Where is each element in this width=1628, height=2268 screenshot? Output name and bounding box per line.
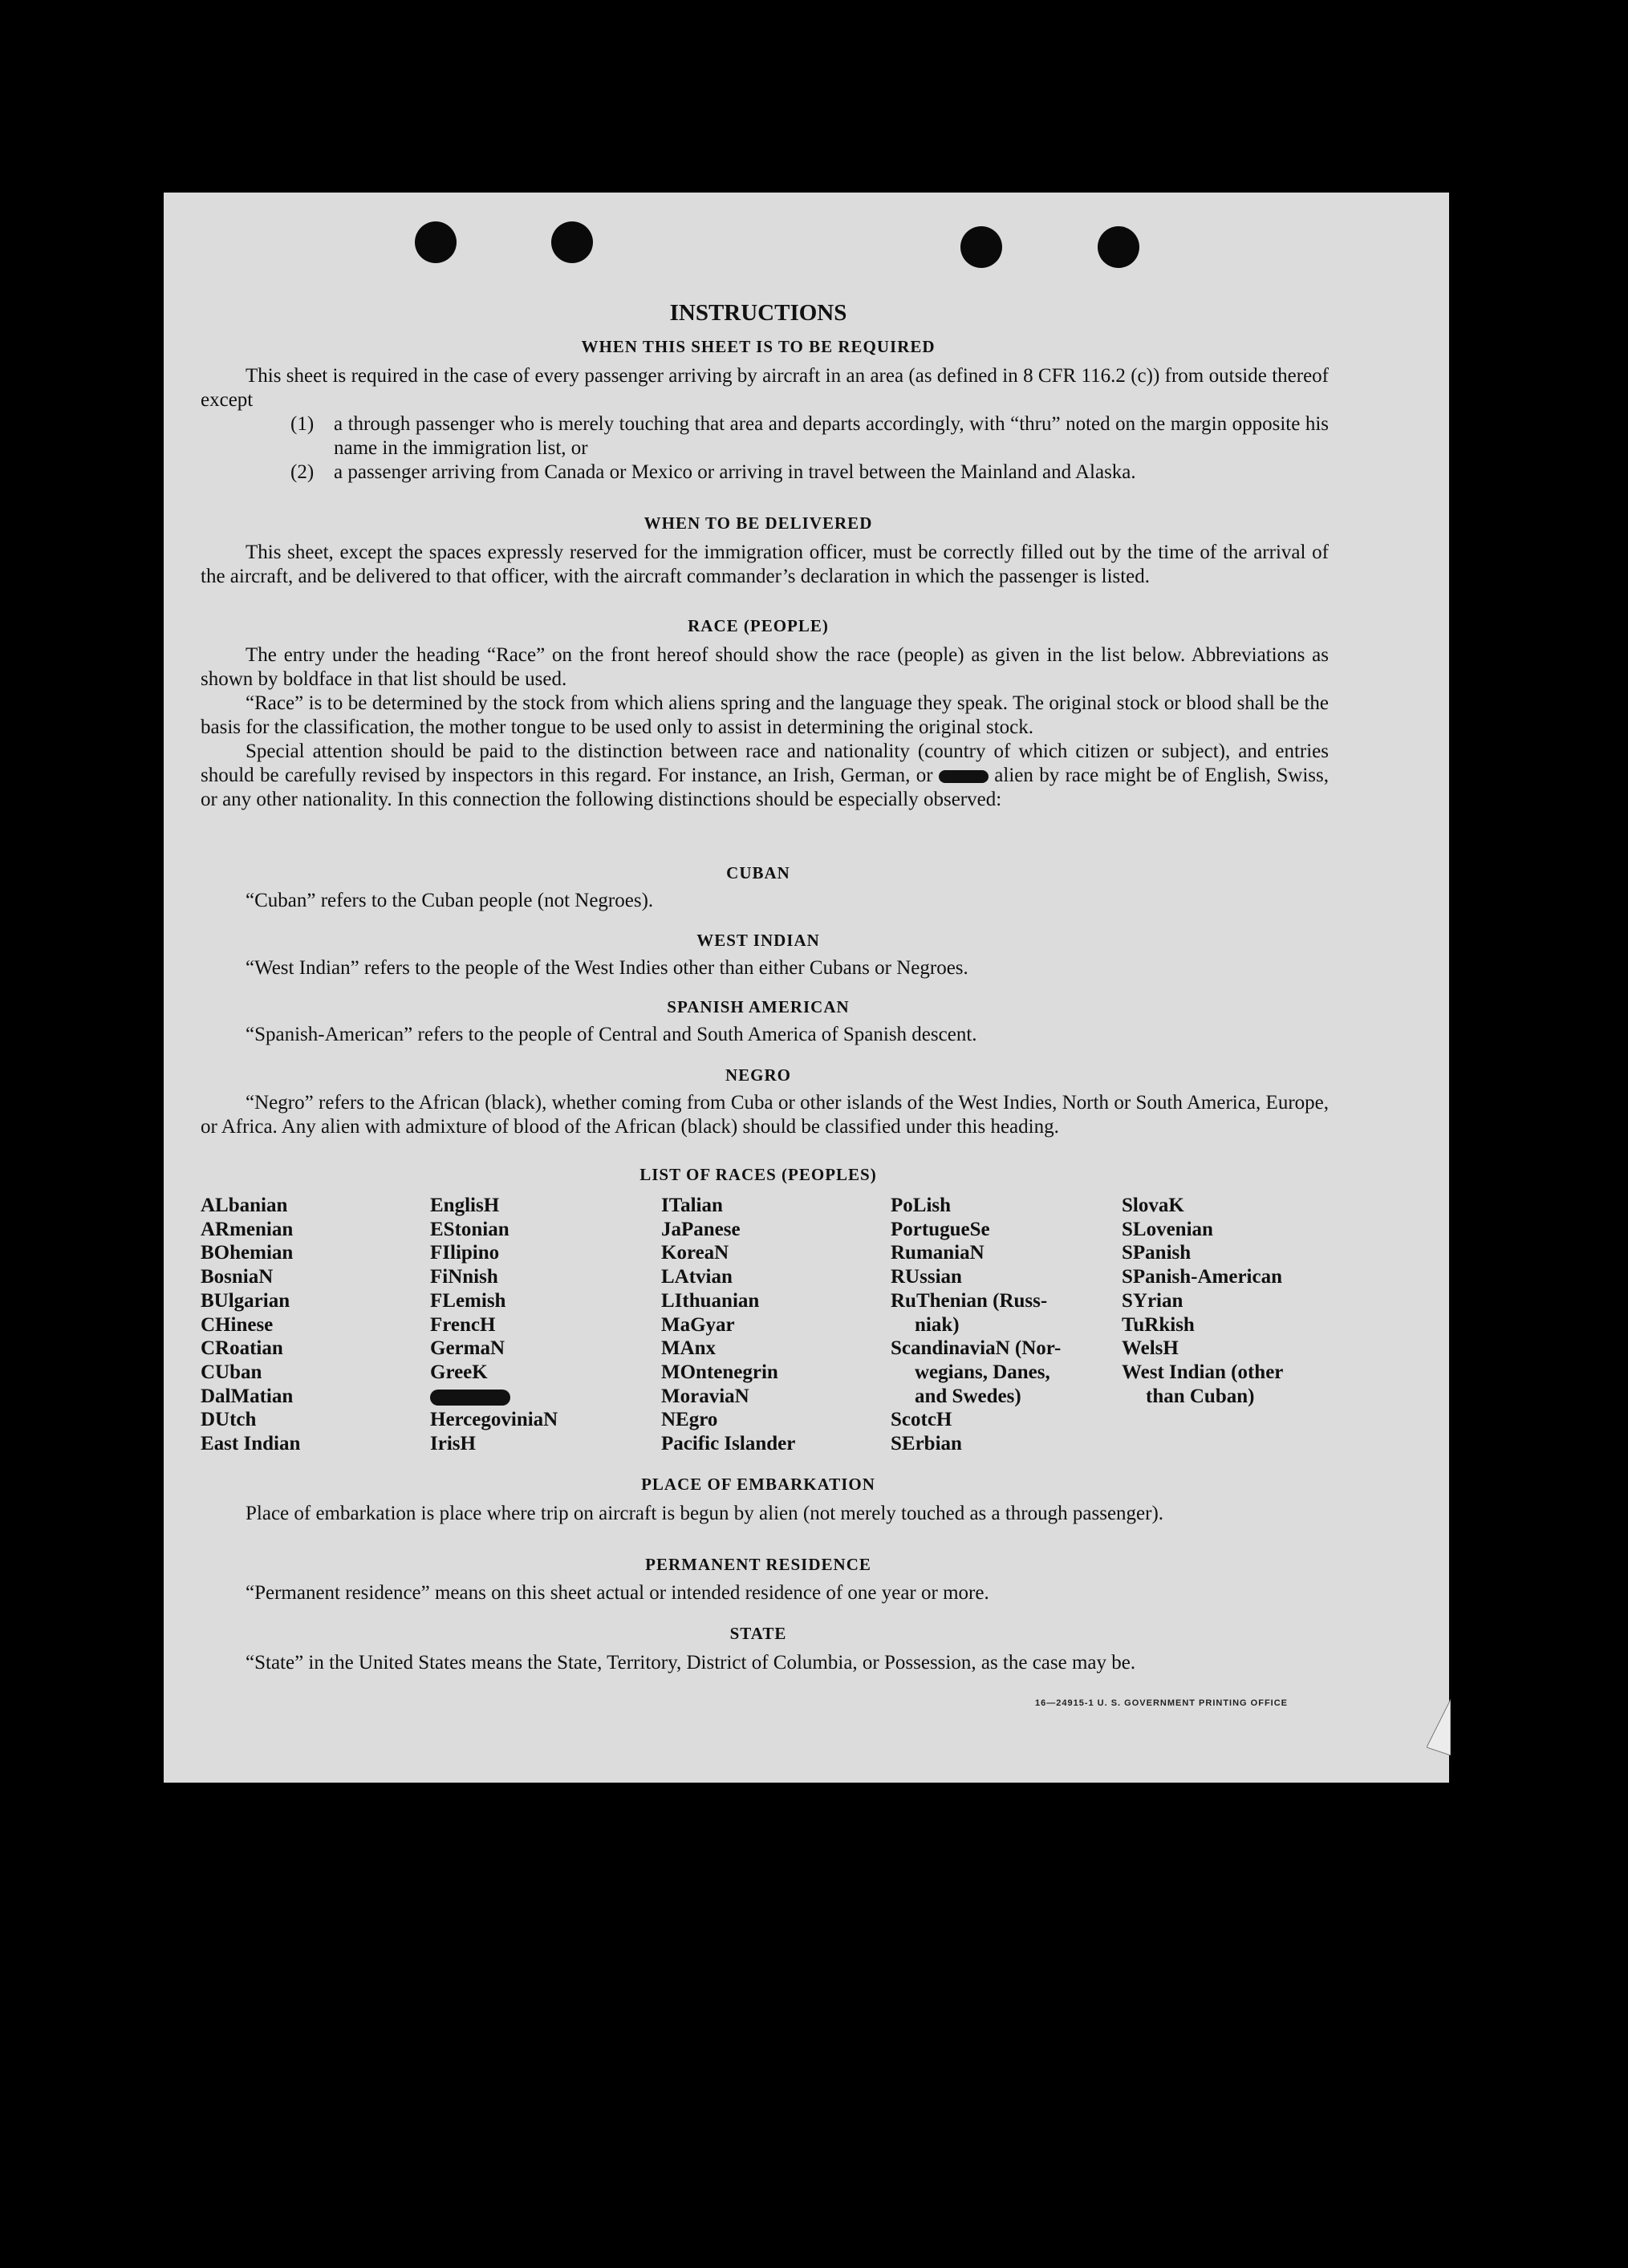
race-entry: GermaN	[430, 1337, 505, 1360]
heading-list-of-races: LIST OF RACES (PEOPLES)	[639, 1165, 877, 1184]
race-entry-continued: niak)	[915, 1313, 960, 1336]
race-entry: RUssian	[891, 1266, 962, 1288]
residence-text: “Permanent residence” means on this sheet actual or intended residence of one year or more.	[246, 1582, 989, 1604]
exception-item: (1) a through passenger who is merely touching that area and departs accordingly, with “thru” noted on the margin opposite his name in the immigration list, or	[290, 413, 1329, 459]
heading-negro: NEGRO	[725, 1065, 791, 1085]
race-entry: BOhemian	[201, 1242, 294, 1264]
race-entry: NEgro	[661, 1409, 718, 1431]
race-entry: HercegoviniaN	[430, 1409, 558, 1431]
redaction-mark	[939, 770, 989, 783]
punch-hole	[415, 221, 457, 263]
embarkation-text: Place of embarkation is place where trip on aircraft is begun by alien (not merely touched as a through passenger).	[246, 1503, 1164, 1524]
negro-text: “Negro” refers to the African (black), whether coming from Cuba or other islands of the West Indies, North or South America, Europe, or Africa. Any alien with admixture of blood of the African (black) should be classified under this heading.	[201, 1092, 1329, 1138]
west-indian-text: “West Indian” refers to the people of the West Indies other than either Cubans or Negroes.	[246, 957, 968, 979]
redaction-mark	[430, 1390, 510, 1406]
race-entry: West Indian (other	[1122, 1361, 1284, 1383]
race-entry: Pacific Islander	[661, 1433, 796, 1455]
race-entry: RuThenian (Russ-	[891, 1289, 1048, 1312]
race-entry: FiNnish	[430, 1266, 498, 1288]
race-entry: LAtvian	[661, 1266, 733, 1288]
race-entry-continued: than Cuban)	[1146, 1385, 1255, 1407]
heading-place-of-embarkation: PLACE OF EMBARKATION	[641, 1475, 875, 1494]
cuban-text: “Cuban” refers to the Cuban people (not Negroes).	[246, 890, 654, 911]
required-exceptions	[201, 412, 1329, 485]
race-entry: ScotcH	[891, 1409, 952, 1431]
race-entry: TuRkish	[1122, 1313, 1195, 1336]
race-entry: RumaniaN	[891, 1242, 985, 1264]
race-entry: LIthuanian	[661, 1289, 760, 1312]
race-entry-continued: and Swedes)	[915, 1385, 1021, 1407]
delivered-text: This sheet, except the spaces expressly reserved for the immigration officer, must be correctly filled out by the time of the arrival of the aircraft, and be delivered to that officer, with the aircraft commander’s declaration in which the passenger is listed.	[201, 542, 1329, 587]
race-entry: PortugueSe	[891, 1218, 990, 1240]
races-column	[201, 1194, 430, 1456]
page-title: INSTRUCTIONS	[669, 300, 847, 326]
race-entry: BUlgarian	[201, 1289, 290, 1312]
spanish-american-text: “Spanish-American” refers to the people of Central and South America of Spanish descent.	[246, 1024, 977, 1045]
punch-hole	[551, 221, 593, 263]
folded-corner	[1427, 1699, 1451, 1755]
races-column	[661, 1194, 891, 1456]
race-entry: MoraviaN	[661, 1385, 749, 1407]
race-entry: MaGyar	[661, 1313, 735, 1336]
punch-hole	[1098, 226, 1139, 268]
race-entry: SlovaK	[1122, 1195, 1184, 1216]
races-column	[891, 1194, 1122, 1456]
race-entry: GreeK	[430, 1361, 488, 1383]
race-entry: KoreaN	[661, 1242, 729, 1264]
heading-state: STATE	[729, 1624, 787, 1643]
races-column	[1122, 1194, 1340, 1456]
instruction-sheet	[164, 193, 1449, 1783]
race-entry: ALbanian	[201, 1195, 288, 1216]
heading-when-required: WHEN THIS SHEET IS TO BE REQUIRED	[581, 337, 936, 356]
race-entry: SPanish-American	[1122, 1266, 1282, 1288]
race-entry: DUtch	[201, 1409, 257, 1431]
races-list	[201, 1194, 1340, 1456]
heading-west-indian: WEST INDIAN	[696, 931, 820, 950]
race-entry: SYrian	[1122, 1289, 1183, 1312]
heading-when-delivered: WHEN TO BE DELIVERED	[643, 513, 873, 533]
race-entry: ITalian	[661, 1195, 723, 1216]
race-text: The entry under the heading “Race” on the front hereof should show the race (people) as given in the list below. Abbreviations as shown by boldface in that list should be used. “Race” is to be determined by the stock from which aliens spring and the language they speak. The original stock or blood shall be the basis for the classification, the mother tongue to be used only to assist in determining the original stock. Special attention should be paid to the distinction between race and nationality (country of which citizen or subject), and entries should be carefully revised by inspectors in this regard. For instance, an Irish, German, or alien by race might be of English, Swiss, or any other nationality. In this connection the following distinctions should be especially observed:	[201, 644, 1330, 810]
state-text: “State” in the United States means the State, Territory, District of Columbia, or Possession, as the case may be.	[246, 1652, 1136, 1674]
race-entry: EnglisH	[430, 1195, 500, 1216]
race-entry: SLovenian	[1122, 1218, 1213, 1240]
race-entry: PoLish	[891, 1195, 952, 1216]
race-entry: FrencH	[430, 1313, 496, 1336]
race-entry: FLemish	[430, 1289, 506, 1312]
race-entry: WelsH	[1122, 1337, 1179, 1360]
heading-race: RACE (PEOPLE)	[688, 616, 829, 635]
race-entry-redacted	[430, 1385, 661, 1409]
race-entry: SPanish	[1122, 1242, 1192, 1264]
race-entry: East Indian	[201, 1433, 301, 1455]
race-entry-continued: wegians, Danes,	[915, 1361, 1050, 1383]
races-column	[430, 1194, 661, 1456]
race-entry: IrisH	[430, 1433, 476, 1455]
race-entry: CRoatian	[201, 1337, 283, 1360]
race-entry: MAnx	[661, 1337, 717, 1360]
race-entry: FIlipino	[430, 1242, 500, 1264]
race-entry: SErbian	[891, 1433, 962, 1455]
race-entry: JaPanese	[661, 1218, 741, 1240]
heading-permanent-residence: PERMANENT RESIDENCE	[645, 1555, 871, 1574]
race-entry: BosniaN	[201, 1266, 274, 1288]
printing-office-code: 16—24915-1 U. S. GOVERNMENT PRINTING OFFICE	[1035, 1698, 1289, 1708]
heading-cuban: CUBAN	[726, 863, 790, 882]
punch-hole	[960, 226, 1002, 268]
race-entry: ScandinaviaN (Nor-	[891, 1337, 1062, 1360]
race-entry: CUban	[201, 1361, 262, 1383]
race-entry: EStonian	[430, 1218, 510, 1240]
heading-spanish-american: SPANISH AMERICAN	[667, 997, 850, 1016]
race-entry: CHinese	[201, 1313, 274, 1336]
race-entry: DalMatian	[201, 1385, 294, 1407]
required-intro: This sheet is required in the case of every passenger arriving by aircraft in an area (as defined in 8 CFR 116.2 (c)) from outside thereof except	[201, 365, 1329, 411]
race-entry: ARmenian	[201, 1218, 294, 1240]
exception-item: (2) a passenger arriving from Canada or Mexico or arriving in travel between the Mainland and Alaska.	[290, 461, 1136, 483]
race-entry: MOntenegrin	[661, 1361, 778, 1383]
